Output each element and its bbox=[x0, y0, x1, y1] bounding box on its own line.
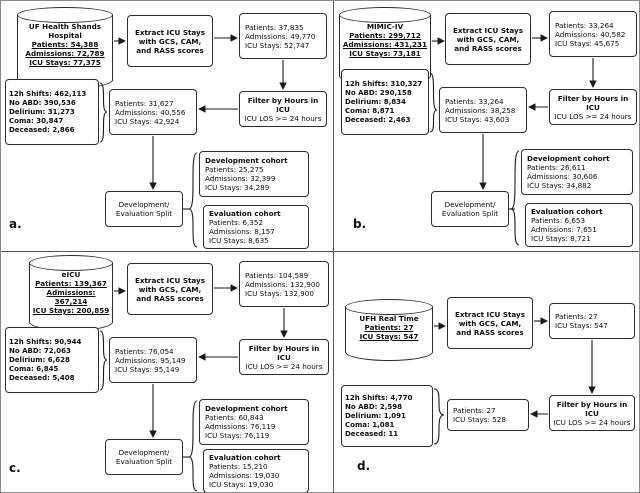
database-stat: ICU Stays: 200,859 bbox=[32, 306, 110, 315]
development-cohort-box bbox=[199, 399, 309, 445]
extracted-counts-box bbox=[239, 261, 329, 307]
shift-stat: Coma: 8,871 bbox=[345, 106, 395, 115]
extracted-counts-box bbox=[549, 11, 637, 57]
count-line: Patients: 33,264 bbox=[555, 20, 614, 30]
database-cylinder-uf-health bbox=[17, 7, 113, 89]
count-line: Patients: 37,835 bbox=[245, 22, 304, 32]
evaluation-cohort-box bbox=[203, 205, 309, 249]
count-line: Patients: 104,589 bbox=[245, 270, 309, 280]
count-line: Patients: 31,627 bbox=[115, 98, 174, 108]
filtered-counts-box bbox=[439, 87, 527, 133]
cohort-stat: Patients: 6,352 bbox=[209, 218, 264, 227]
shift-stat: Coma: 6,845 bbox=[9, 364, 59, 373]
filtered-counts-box bbox=[447, 399, 529, 431]
shift-stat: No ABD: 290,158 bbox=[345, 88, 412, 97]
shift-stat: Deceased: 2,866 bbox=[9, 125, 75, 134]
cohort-title: Development cohort bbox=[205, 404, 288, 413]
shift-stat: Delirium: 31,273 bbox=[9, 107, 75, 116]
development-cohort-box bbox=[199, 151, 309, 197]
database-title: UFH Real Time bbox=[359, 314, 419, 323]
database-title: MIMIC-IV bbox=[366, 22, 404, 31]
database-stat: Admissions: 431,231 bbox=[342, 40, 428, 49]
extracted-counts-box bbox=[549, 303, 635, 339]
database-stat: Patients: 54,388 bbox=[31, 40, 99, 49]
filter-step-box bbox=[239, 91, 327, 127]
filter-criteria: ICU LOS >= 24 hours bbox=[553, 417, 631, 427]
cohort-stat: Admissions: 32,399 bbox=[205, 174, 276, 183]
database-title: UF Health Shands Hospital bbox=[28, 22, 102, 40]
database-stat: Admissions: 367,214 bbox=[46, 288, 96, 306]
brace bbox=[430, 73, 437, 132]
cohort-stat: Patients: 26,611 bbox=[527, 163, 586, 172]
extract-step-box: Extract ICU Stays with GCS, CAM, and RASS scores bbox=[127, 15, 213, 67]
database-stat: Patients: 299,712 bbox=[349, 31, 421, 40]
count-line: ICU Stays: 132,900 bbox=[245, 288, 314, 298]
filter-criteria: ICU LOS >= 24 hours bbox=[554, 111, 632, 121]
database-stat: Patients: 27 bbox=[364, 323, 414, 332]
count-line: Admissions: 132,900 bbox=[245, 279, 320, 289]
extract-step-box: Extract ICU Stays with GCS, CAM, and RASS scores bbox=[127, 263, 213, 315]
cohort-stat: Admissions: 76,119 bbox=[205, 422, 276, 431]
extract-step-box: Extract ICU Stays with GCS, CAM, and RASS scores bbox=[445, 13, 531, 65]
database-stat: Admissions: 72,789 bbox=[25, 49, 105, 58]
filtered-counts-box bbox=[109, 89, 197, 135]
shift-stat: Coma: 1,081 bbox=[345, 420, 395, 429]
cohort-stat: Patients: 6,653 bbox=[531, 216, 586, 225]
cohort-title: Development cohort bbox=[205, 156, 288, 165]
brace bbox=[189, 153, 197, 247]
cohort-stat: ICU Stays: 76,119 bbox=[205, 431, 270, 440]
shift-breakdown-box bbox=[341, 385, 433, 447]
cohort-title: Evaluation cohort bbox=[209, 209, 281, 218]
shift-stat: Deceased: 2,463 bbox=[345, 115, 411, 124]
count-line: ICU Stays: 95,149 bbox=[115, 364, 180, 374]
brace bbox=[434, 389, 444, 444]
count-line: Admissions: 40,582 bbox=[555, 29, 626, 39]
cohort-title: Development cohort bbox=[527, 154, 610, 163]
cohort-stat: Patients: 15,210 bbox=[209, 462, 268, 471]
database-title: eICU bbox=[61, 270, 81, 279]
cylinder-top-ellipse bbox=[17, 7, 113, 23]
count-line: Patients: 76,054 bbox=[115, 346, 174, 356]
cohort-stat: Admissions: 19,030 bbox=[209, 471, 280, 480]
filter-criteria: ICU LOS >= 24 hours bbox=[245, 361, 323, 371]
count-line: Patients: 27 bbox=[555, 312, 598, 321]
shift-stat: 12h Shifts: 310,327 bbox=[345, 79, 423, 88]
evaluation-cohort-box bbox=[525, 203, 633, 247]
cohort-stat: ICU Stays: 34,289 bbox=[205, 183, 270, 192]
shift-stat: Delirium: 8,834 bbox=[345, 97, 406, 106]
cohort-stat: Patients: 60,843 bbox=[205, 413, 264, 422]
count-line: Patients: 27 bbox=[453, 406, 496, 415]
count-line: ICU Stays: 547 bbox=[555, 321, 608, 330]
count-line: Admissions: 49,770 bbox=[245, 31, 316, 41]
cohort-title: Evaluation cohort bbox=[531, 207, 603, 216]
filter-title: Filter by Hours in ICU bbox=[556, 399, 628, 418]
cylinder-top-ellipse bbox=[339, 7, 431, 23]
cohort-stat: Admissions: 30,606 bbox=[527, 172, 598, 181]
filter-step-box bbox=[549, 89, 637, 125]
filter-title: Filter by Hours in ICU bbox=[557, 93, 629, 112]
brace bbox=[100, 83, 107, 142]
panel-label: d. bbox=[357, 459, 371, 473]
panel-label: a. bbox=[9, 217, 22, 231]
shift-breakdown-box bbox=[341, 69, 429, 135]
database-cylinder-eicu bbox=[29, 255, 113, 331]
filter-criteria: ICU LOS >= 24 hours bbox=[244, 113, 322, 123]
shift-breakdown-box bbox=[5, 79, 99, 145]
panel-label: b. bbox=[353, 217, 367, 231]
shift-stat: 12h Shifts: 462,113 bbox=[9, 89, 87, 98]
database-stat: ICU Stays: 73,181 bbox=[349, 49, 421, 58]
cohort-title: Evaluation cohort bbox=[209, 453, 281, 462]
brace bbox=[511, 151, 519, 245]
count-line: ICU Stays: 52,747 bbox=[245, 40, 310, 50]
filter-step-box bbox=[549, 395, 635, 431]
split-step-box: Development/ Evaluation Split bbox=[105, 439, 183, 475]
shift-breakdown-box bbox=[5, 327, 99, 393]
panel-label: c. bbox=[9, 461, 21, 475]
cohort-stat: Admissions: 7,651 bbox=[531, 225, 597, 234]
cohort-stat: ICU Stays: 19,030 bbox=[209, 480, 274, 489]
extract-step-box: Extract ICU Stays with GCS, CAM, and RASS scores bbox=[447, 297, 533, 349]
count-line: Patients: 33,264 bbox=[445, 96, 504, 106]
count-line: ICU Stays: 528 bbox=[453, 415, 506, 424]
database-stat: ICU Stays: 77,375 bbox=[29, 58, 101, 67]
shift-stat: 12h Shifts: 4,770 bbox=[345, 393, 413, 402]
shift-stat: No ABD: 2,598 bbox=[345, 402, 403, 411]
cohort-stat: ICU Stays: 34,882 bbox=[527, 181, 592, 190]
development-cohort-box bbox=[521, 149, 633, 195]
shift-stat: Deceased: 5,408 bbox=[9, 373, 75, 382]
cylinder-top-ellipse bbox=[29, 255, 113, 271]
count-line: ICU Stays: 42,924 bbox=[115, 116, 180, 126]
count-line: ICU Stays: 45,675 bbox=[555, 38, 620, 48]
shift-stat: Delirium: 1,091 bbox=[345, 411, 406, 420]
database-cylinder-ufh-real-time bbox=[345, 299, 433, 361]
database-stat: ICU Stays: 547 bbox=[359, 332, 419, 341]
shift-stat: No ABD: 390,536 bbox=[9, 98, 76, 107]
filtered-counts-box bbox=[109, 337, 197, 383]
filter-title: Filter by Hours in ICU bbox=[247, 95, 319, 114]
count-line: Admissions: 95,149 bbox=[115, 355, 186, 365]
cylinder-top-ellipse bbox=[345, 299, 433, 315]
filter-title: Filter by Hours in ICU bbox=[248, 343, 320, 362]
cohort-stat: ICU Stays: 8,721 bbox=[531, 234, 591, 243]
count-line: ICU Stays: 43,603 bbox=[445, 114, 510, 124]
brace bbox=[189, 401, 197, 491]
split-step-box: Development/ Evaluation Split bbox=[105, 191, 183, 227]
filter-step-box bbox=[239, 339, 329, 375]
shift-stat: Coma: 30,847 bbox=[9, 116, 64, 125]
split-step-box: Development/ Evaluation Split bbox=[431, 191, 509, 227]
shift-stat: Deceased: 11 bbox=[345, 429, 399, 438]
cohort-stat: ICU Stays: 8,635 bbox=[209, 236, 269, 245]
count-line: Admissions: 38,258 bbox=[445, 105, 516, 115]
cohort-stat: Admissions: 8,157 bbox=[209, 227, 275, 236]
evaluation-cohort-box bbox=[203, 449, 309, 493]
database-stat: Patients: 139,367 bbox=[35, 279, 107, 288]
cohort-stat: Patients: 25,275 bbox=[205, 165, 264, 174]
brace bbox=[100, 331, 107, 390]
shift-stat: 12h Shifts: 90,944 bbox=[9, 337, 82, 346]
shift-stat: Delirium: 6,628 bbox=[9, 355, 70, 364]
count-line: Admissions: 40,556 bbox=[115, 107, 186, 117]
shift-stat: No ABD: 72,063 bbox=[9, 346, 71, 355]
extracted-counts-box bbox=[239, 13, 327, 59]
